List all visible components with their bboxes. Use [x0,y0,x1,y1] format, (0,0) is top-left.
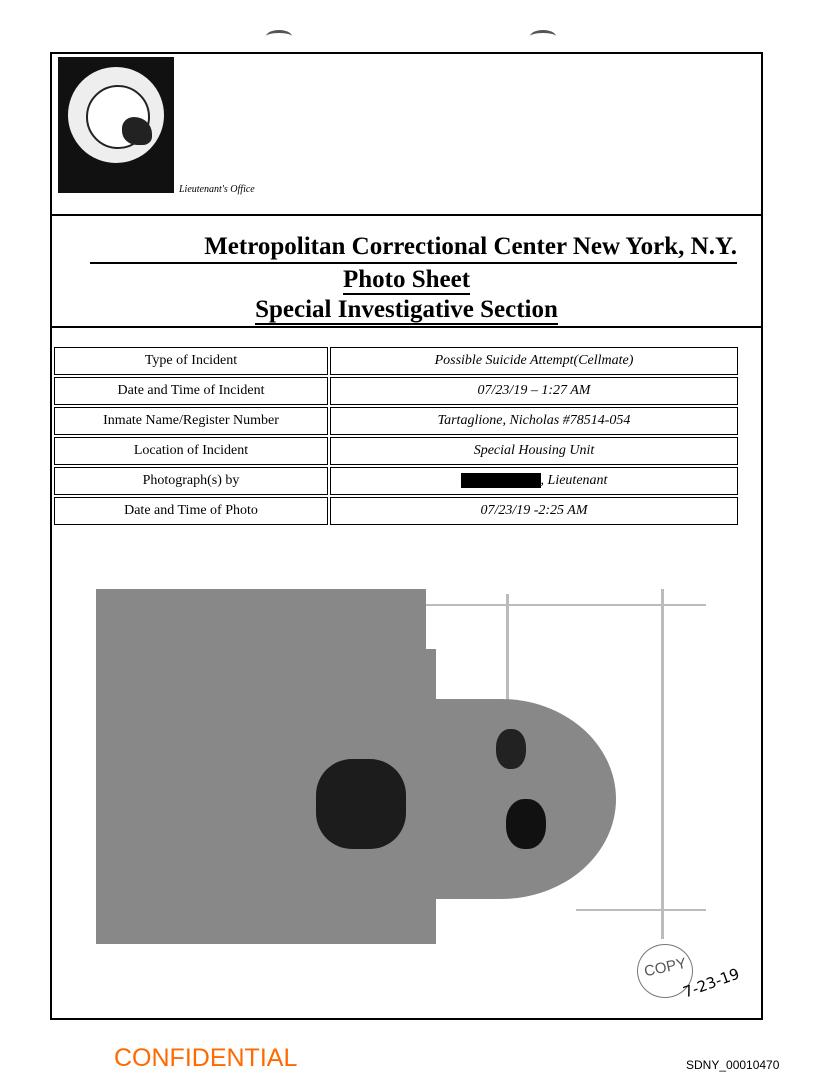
row-value [330,467,738,495]
tile-line [506,594,509,714]
doj-bop-seal [58,57,174,193]
row-label: Inmate Name/Register Number [54,407,328,435]
bates-number: SDNY_00010470 [686,1058,780,1072]
row-value: 07/23/19 – 1:27 AM [330,377,738,405]
binder-hole-mark [266,30,292,43]
photo-shadow [316,759,406,849]
row-value: 07/23/19 -2:25 AM [330,497,738,525]
section-title: Special Investigative Section [255,296,558,323]
photo-subject-head [386,699,616,899]
table-row [54,437,738,465]
photo-shadow [496,729,526,769]
incident-photo [96,589,706,944]
photo-shadow [506,799,546,849]
row-value: Tartaglione, Nicholas #78514-054 [330,407,738,435]
tile-line [661,589,664,939]
seal-center-icon [86,85,150,149]
table-row [54,497,738,525]
row-label: Photograph(s) by [54,467,328,495]
table-row [54,467,738,495]
photographer-title: , Lieutenant [540,473,608,488]
incident-table [52,345,740,527]
table-row [54,377,738,405]
row-label: Date and Time of Photo [54,497,328,525]
letterhead [52,54,761,216]
row-label: Type of Incident [54,347,328,375]
row-label: Date and Time of Incident [54,377,328,405]
facility-title: Metropolitan Correctional Center New York, N.Y. [90,234,737,264]
binder-hole-mark [530,30,556,43]
redaction-bar [461,473,541,488]
copy-stamp-text: COPY [642,954,688,981]
seal-ring-icon [64,63,168,167]
photo-sheet-title: Photo Sheet [342,266,471,293]
title-block [52,214,761,328]
handwritten-date: 7-23-19 [680,964,742,1002]
row-value: Special Housing Unit [330,437,738,465]
tile-line [576,909,706,911]
row-label: Location of Incident [54,437,328,465]
row-value: Possible Suicide Attempt(Cellmate) [330,347,738,375]
table-row [54,347,738,375]
photo-sheet-page [50,52,763,1020]
eagle-icon [122,117,152,145]
tile-line [426,604,706,606]
confidential-label: CONFIDENTIAL [114,1044,298,1072]
office-label: Lieutenant's Office [179,184,255,195]
table-row [54,407,738,435]
